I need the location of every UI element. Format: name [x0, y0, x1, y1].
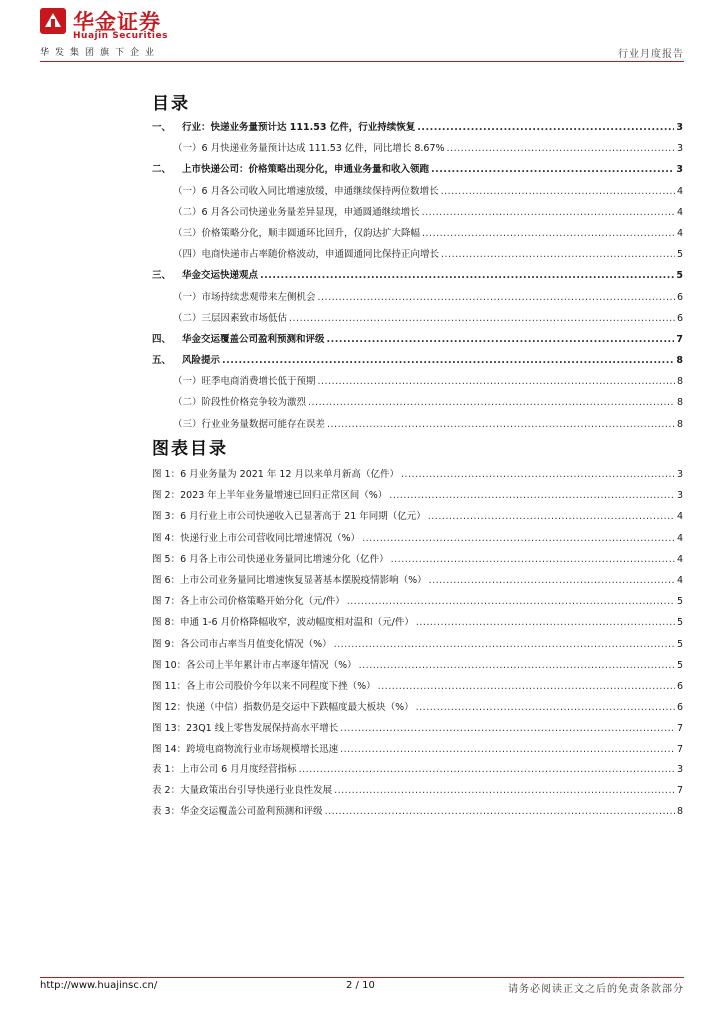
toc-entry-page: 5	[676, 249, 683, 261]
figure-entry[interactable]	[152, 741, 683, 762]
figure-entry-title: 图 7：各上市公司价格策略开始分化（元/件）	[152, 596, 345, 608]
figure-entry-leader	[362, 533, 675, 544]
figure-entry-page: 4	[676, 574, 683, 586]
table-entry-leader	[325, 806, 675, 817]
toc-entry-page: 8	[676, 418, 683, 430]
toc-entry-page: 8	[676, 355, 683, 367]
table-entry[interactable]	[152, 761, 683, 782]
toc-entry-number: 一、	[152, 122, 172, 133]
figure-entry-page: 6	[676, 680, 683, 692]
toc-entry-title: （二）6 月各公司快递业务量差异显现，申通圆通继续增长	[173, 206, 420, 218]
toc-entry[interactable]	[152, 119, 683, 140]
figure-entry[interactable]	[152, 614, 683, 635]
toc-entry-page: 4	[676, 206, 683, 218]
toc-entry-leader	[431, 164, 674, 175]
figure-entry-leader	[416, 617, 675, 628]
page-number: 2 / 10	[346, 980, 375, 991]
figure-entry-title: 图 13：23Q1 线上零售发展保持高水平增长	[152, 723, 339, 735]
toc-entry-leader	[260, 270, 674, 281]
table-entry-title: 表 2：大量政策出台引导快递行业良性发展	[152, 785, 333, 797]
toc-entry-title: （一）6 月各公司收入同比增速放缓，申通继续保持两位数增长	[173, 185, 439, 197]
toc-entry-number: 四、	[152, 333, 172, 345]
figure-entry-title: 图 2：2023 年上半年业务量增速已回归正常区间（%）	[152, 490, 388, 502]
toc-entry-title: （三）价格策略分化，顺丰圆通环比回升，仅韵达扩大降幅	[173, 227, 421, 239]
toc-entry-page: 3	[676, 122, 683, 133]
toc-entry-title: 上市快递公司：价格策略出现分化，申通业务量和收入领跑	[182, 164, 430, 176]
toc-entry-leader	[289, 313, 675, 324]
figure-entry[interactable]	[152, 699, 683, 720]
toc-entry-title: （一）6 月快递业务量预计达成 111.53 亿件，同比增长 8.67%	[173, 143, 445, 155]
table-entry-leader	[334, 785, 675, 796]
toc-entry-page: 4	[676, 185, 683, 197]
toc-list	[152, 119, 683, 437]
figure-entry-title: 图 4：快递行业上市公司营收同比增速情况（%）	[152, 532, 361, 544]
toc-entry-leader	[318, 292, 675, 303]
toc-entry-page: 7	[676, 333, 683, 345]
toc-entry-title: 华金交运快递观点	[182, 270, 259, 282]
figure-entry[interactable]	[152, 678, 683, 699]
footer-divider	[40, 977, 684, 978]
toc-entry[interactable]	[152, 183, 683, 204]
figure-entry[interactable]	[152, 720, 683, 741]
company-slogan: 华发集团旗下企业	[40, 48, 161, 58]
toc-entry-title: （一）市场持续悲观带来左侧机会	[173, 291, 316, 303]
toc-entry[interactable]	[152, 352, 683, 373]
figure-index-list	[152, 466, 683, 763]
toc-entry-page: 6	[676, 312, 683, 324]
figure-entry-leader	[378, 681, 675, 692]
figure-entry-page: 5	[676, 659, 683, 671]
figure-entry-leader	[401, 469, 675, 480]
figure-entry-page: 4	[676, 553, 683, 565]
toc-entry-title: 行业：快递业务量预计达 111.53 亿件，行业持续恢复	[182, 122, 416, 133]
huajin-logo-icon	[40, 8, 66, 34]
toc-entry[interactable]	[152, 289, 683, 310]
table-entry[interactable]	[152, 782, 683, 803]
figure-entry-leader	[391, 554, 675, 565]
figure-entry-title: 图 6：上市公司业务量同比增速恢复显著基本摆脱疫情影响（%）	[152, 574, 427, 586]
figure-entry[interactable]	[152, 636, 683, 657]
figure-entry[interactable]	[152, 572, 683, 593]
figure-entry-title: 图 5：6 月各上市公司快递业务量同比增速分化（亿件）	[152, 553, 389, 565]
figure-entry[interactable]	[152, 593, 683, 614]
figure-entry-page: 5	[676, 638, 683, 650]
toc-entry-page: 6	[676, 291, 683, 303]
table-entry-title: 表 3：华金交运覆盖公司盈利预测和评级	[152, 806, 323, 818]
toc-entry-page: 3	[676, 164, 683, 176]
toc-heading: 目录	[152, 94, 190, 114]
toc-entry[interactable]	[152, 416, 683, 437]
figure-entry-leader	[334, 639, 675, 650]
toc-entry-leader	[327, 334, 675, 345]
toc-entry[interactable]	[152, 267, 683, 288]
figure-entry-page: 6	[676, 702, 683, 714]
logo-text-cn: 华金证券	[73, 10, 161, 34]
figure-entry-title: 图 8：申通 1-6 月价格降幅收窄，波动幅度相对温和（元/件）	[152, 617, 414, 629]
figure-entry-title: 图 14：跨境电商物流行业市场规模增长迅速	[152, 744, 339, 756]
disclaimer-note: 请务必阅读正文之后的免责条款部分	[508, 984, 684, 995]
toc-entry-leader	[318, 376, 675, 387]
figure-entry-title: 图 10：各公司上半年累计市占率逐年情况（%）	[152, 659, 357, 671]
toc-entry-page: 5	[676, 270, 683, 282]
toc-entry-title: （四）电商快递市占率随价格波动，申通圆通同比保持正向增长	[173, 249, 440, 261]
toc-entry-leader	[447, 143, 675, 154]
toc-entry-leader	[222, 355, 674, 366]
logo-text-en: Huajin Securities	[73, 31, 168, 41]
toc-entry-title: 华金交运覆盖公司盈利预测和评级	[182, 333, 325, 345]
figure-entry-leader	[429, 575, 675, 586]
toc-entry-number: 三、	[152, 270, 172, 282]
table-index-list	[152, 761, 683, 825]
toc-entry-leader	[422, 207, 675, 218]
toc-entry[interactable]	[152, 225, 683, 246]
toc-entry[interactable]	[152, 161, 683, 182]
toc-entry-title: （一）旺季电商消费增长低于预期	[173, 376, 316, 388]
table-entry-page: 7	[676, 785, 683, 797]
figure-entry-leader	[428, 511, 675, 522]
toc-entry-page: 3	[676, 143, 683, 155]
toc-entry[interactable]	[152, 140, 683, 161]
toc-entry-page: 8	[676, 397, 683, 409]
figure-entry-leader	[340, 744, 675, 755]
figure-entry[interactable]	[152, 551, 683, 572]
toc-entry-leader	[441, 249, 675, 260]
toc-entry-title: （二）阶段性价格竞争较为激烈	[173, 397, 307, 409]
figure-index-heading: 图表目录	[152, 439, 228, 459]
toc-entry[interactable]	[152, 373, 683, 394]
toc-entry-number: 二、	[152, 164, 172, 176]
figure-entry[interactable]	[152, 657, 683, 678]
toc-entry-leader	[308, 397, 675, 408]
figure-entry-page: 4	[676, 511, 683, 523]
toc-entry-title: （二）三层因素致市场低估	[173, 312, 288, 324]
figure-entry-page: 3	[676, 469, 683, 480]
figure-entry-title: 图 3：6 月行业上市公司快递收入已显著高于 21 年同期（亿元）	[152, 511, 426, 523]
toc-entry[interactable]	[152, 394, 683, 415]
figure-entry-page: 5	[676, 617, 683, 629]
figure-entry[interactable]	[152, 466, 683, 487]
table-entry-leader	[299, 764, 675, 775]
figure-entry[interactable]	[152, 530, 683, 551]
toc-entry-leader	[422, 228, 675, 239]
figure-entry-leader	[340, 723, 675, 734]
figure-entry-page: 7	[676, 744, 683, 756]
figure-entry-page: 3	[676, 490, 683, 502]
figure-entry-title: 图 9：各公司市占率当月值变化情况（%）	[152, 638, 332, 650]
figure-entry-leader	[347, 596, 675, 607]
header-divider	[40, 61, 684, 62]
toc-entry-page: 4	[676, 227, 683, 239]
figure-entry-page: 7	[676, 723, 683, 735]
toc-entry-title: 风险提示	[182, 355, 221, 367]
toc-entry-leader	[417, 122, 674, 133]
figure-entry-title: 图 12：快递（中信）指数仍是交运中下跌幅度最大板块（%）	[152, 702, 414, 714]
figure-entry-leader	[416, 702, 675, 713]
figure-entry[interactable]	[152, 508, 683, 529]
table-entry-title: 表 1：上市公司 6 月月度经营指标	[152, 764, 297, 775]
footer-url-link[interactable]: http://www.huajinsc.cn/	[40, 980, 158, 991]
figure-entry-page: 5	[676, 596, 683, 608]
table-entry[interactable]	[152, 803, 683, 824]
toc-entry[interactable]	[152, 331, 683, 352]
figure-entry[interactable]	[152, 487, 683, 508]
figure-entry-page: 4	[676, 532, 683, 544]
toc-entry-leader	[327, 419, 675, 430]
figure-entry-leader	[389, 490, 675, 501]
page-header	[40, 0, 684, 62]
toc-entry-title: （三）行业业务量数据可能存在误差	[173, 418, 326, 430]
toc-entry[interactable]	[152, 204, 683, 225]
toc-entry-number: 五、	[152, 355, 172, 367]
report-type: 行业月度报告	[618, 49, 684, 60]
toc-entry[interactable]	[152, 310, 683, 331]
figure-entry-title: 图 1：6 月业务量为 2021 年 12 月以来单月新高（亿件）	[152, 469, 399, 480]
figure-entry-leader	[359, 660, 675, 671]
table-entry-page: 3	[676, 764, 683, 775]
table-entry-page: 8	[676, 806, 683, 818]
figure-entry-title: 图 11：各上市公司股价今年以来不同程度下挫（%）	[152, 680, 376, 692]
toc-entry[interactable]	[152, 246, 683, 267]
toc-entry-leader	[441, 186, 675, 197]
toc-entry-page: 8	[676, 376, 683, 388]
